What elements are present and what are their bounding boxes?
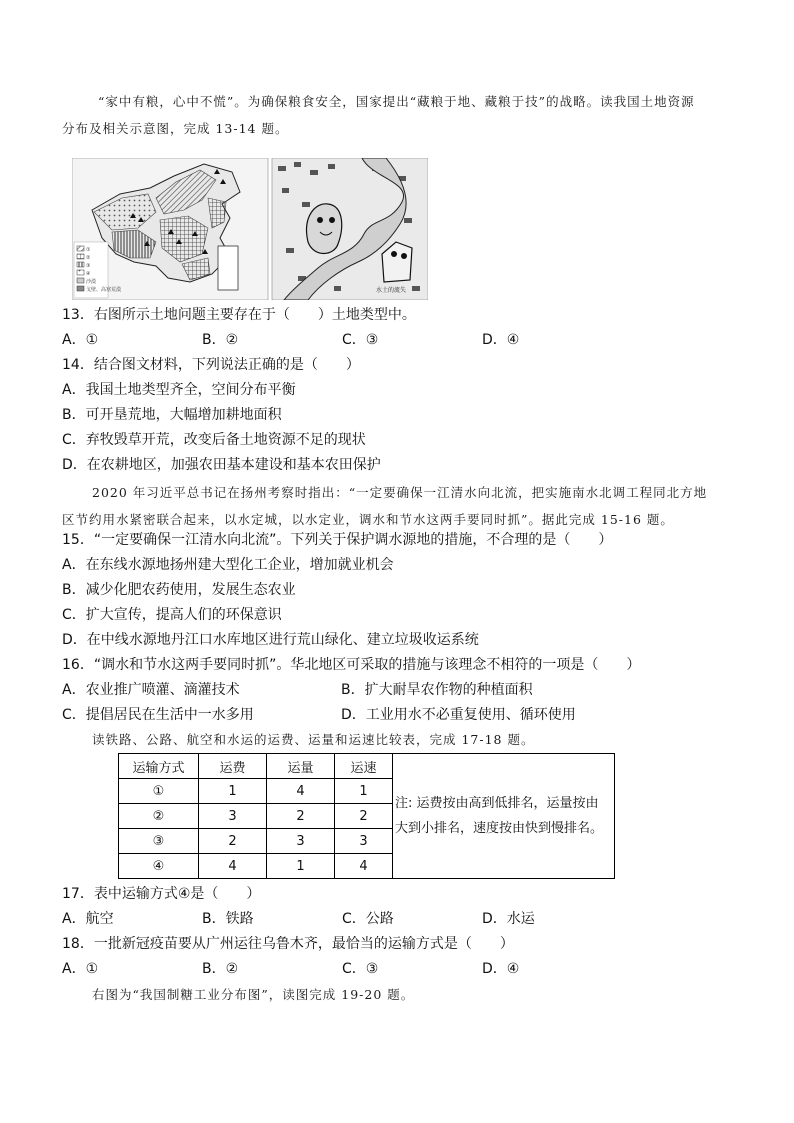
table-header: 运量 <box>267 754 335 779</box>
q15-option-a[interactable]: A．在东线水源地扬州建大型化工企业，增加就业机会 <box>62 557 394 573</box>
q17-option-a[interactable]: A．航空 <box>62 911 114 927</box>
table-cell: 1 <box>199 779 267 804</box>
table-cell: 3 <box>335 829 393 854</box>
erosion-caption: 水土的流失 <box>376 287 407 294</box>
table-cell: ① <box>119 779 199 804</box>
table-cell: 2 <box>335 804 393 829</box>
q16-option-a[interactable]: A．农业推广喷灌、滴灌技术 <box>62 682 240 698</box>
q17-option-c[interactable]: C．公路 <box>342 911 394 927</box>
transport-table <box>118 753 615 879</box>
map-legend-1: ① <box>86 247 91 253</box>
q15-option-b[interactable]: B．减少化肥农药使用，发展生态农业 <box>62 582 296 598</box>
q17-option-d[interactable]: D．水运 <box>482 911 535 927</box>
table-cell: 3 <box>199 804 267 829</box>
q13-option-c[interactable]: C．③ <box>342 332 379 348</box>
soil-erosion-cartoon <box>272 158 428 300</box>
q15-option-c[interactable]: C．扩大宣传，提高人们的环保意识 <box>62 607 282 623</box>
table-cell: 2 <box>199 829 267 854</box>
map-legend-6: 戈壁、高寒荒漠 <box>86 287 122 293</box>
table-header: 运费 <box>199 754 267 779</box>
q15-stem: 15．“一定要确保一江清水向北流”。下列关于保护调水源地的措施，不合理的是（ ） <box>62 532 613 548</box>
table-header: 运速 <box>335 754 393 779</box>
q14-option-a[interactable]: A．我国土地类型齐全，空间分布平衡 <box>62 382 296 398</box>
q14-stem: 14．结合图文材料，下列说法正确的是（ ） <box>62 357 360 373</box>
q13-option-a[interactable]: A．① <box>62 332 99 348</box>
q17-option-b[interactable]: B．铁路 <box>202 911 254 927</box>
table-cell: 1 <box>267 854 335 879</box>
intro-15-16-line2: 区节约用水紧密联合起来，以水定城，以水定业，调水和节水这两手要同时抓”。据此完成 15-16 题。 <box>62 512 674 527</box>
table-note-line2: 大到小排名，速度按由快到慢排名。 <box>395 821 604 836</box>
table-header-row <box>119 754 615 779</box>
china-land-map <box>72 158 268 300</box>
q16-option-b[interactable]: B．扩大耐旱农作物的种植面积 <box>341 682 533 698</box>
table-note-line1: 注: 运费按由高到低排名，运量按由 <box>395 796 599 811</box>
intro-15-16 <box>62 479 742 533</box>
q18-option-b[interactable]: B．② <box>202 961 239 977</box>
intro-13-14 <box>62 88 732 142</box>
q14-option-c[interactable]: C．弃牧毁草开荒，改变后备土地资源不足的现状 <box>62 432 366 448</box>
table-cell: 4 <box>335 854 393 879</box>
intro-13-14-line1: “家中有粮，心中不慌”。为确保粮食安全，国家提出“藏粮于地、藏粮于技”的战略。读我国土地资源 <box>98 94 695 109</box>
intro-15-16-line1: 2020 年习近平总书记在扬州考察时指出：“一定要确保一江清水向北流，把实施南水北调工程同北方地 <box>92 485 708 500</box>
q18-option-c[interactable]: C．③ <box>342 961 379 977</box>
q18-option-a[interactable]: A．① <box>62 961 99 977</box>
intro-17-18: 读铁路、公路、航空和水运的运费、运量和运速比较表，完成 17-18 题。 <box>92 732 535 747</box>
q14-option-d[interactable]: D．在农耕地区，加强农田基本建设和基本农田保护 <box>62 457 381 473</box>
land-figures <box>72 158 428 300</box>
table-note <box>393 754 615 879</box>
q18-stem: 18．一批新冠疫苗要从广州运往乌鲁木齐，最恰当的运输方式是（ ） <box>62 936 514 952</box>
q18-option-d[interactable]: D．④ <box>482 961 520 977</box>
table-cell: 2 <box>267 804 335 829</box>
q13-option-b[interactable]: B．② <box>202 332 239 348</box>
q13-option-d[interactable]: D．④ <box>482 332 520 348</box>
table-cell: 4 <box>267 779 335 804</box>
q17-stem: 17．表中运输方式④是（ ） <box>62 886 261 902</box>
q14-option-b[interactable]: B．可开垦荒地，大幅增加耕地面积 <box>62 407 282 423</box>
intro-19-20: 右图为“我国制糖工业分布图”，读图完成 19-20 题。 <box>92 987 415 1002</box>
map-legend-2: ② <box>86 255 91 261</box>
table-header: 运输方式 <box>119 754 199 779</box>
table-cell: ④ <box>119 854 199 879</box>
intro-13-14-line2: 分布及相关示意图，完成 13-14 题。 <box>62 121 289 136</box>
map-legend-4: ④ <box>86 271 91 277</box>
table-cell: 1 <box>335 779 393 804</box>
table-cell: 3 <box>267 829 335 854</box>
map-legend-5: 沙漠 <box>86 279 97 285</box>
q15-option-d[interactable]: D．在中线水源地丹江口水库地区进行荒山绿化、建立垃圾收运系统 <box>62 632 479 648</box>
q16-stem: 16．“调水和节水这两手要同时抓”。华北地区可采取的措施与该理念不相符的一项是（ ） <box>62 657 641 673</box>
q13-stem: 13．右图所示土地问题主要存在于（ ）土地类型中。 <box>62 307 416 323</box>
map-legend-3: ③ <box>86 263 91 269</box>
table-cell: 4 <box>199 854 267 879</box>
q16-option-d[interactable]: D．工业用水不必重复使用、循环使用 <box>341 707 576 723</box>
table-cell: ③ <box>119 829 199 854</box>
q16-option-c[interactable]: C．提倡居民在生活中一水多用 <box>62 707 254 723</box>
table-cell: ② <box>119 804 199 829</box>
